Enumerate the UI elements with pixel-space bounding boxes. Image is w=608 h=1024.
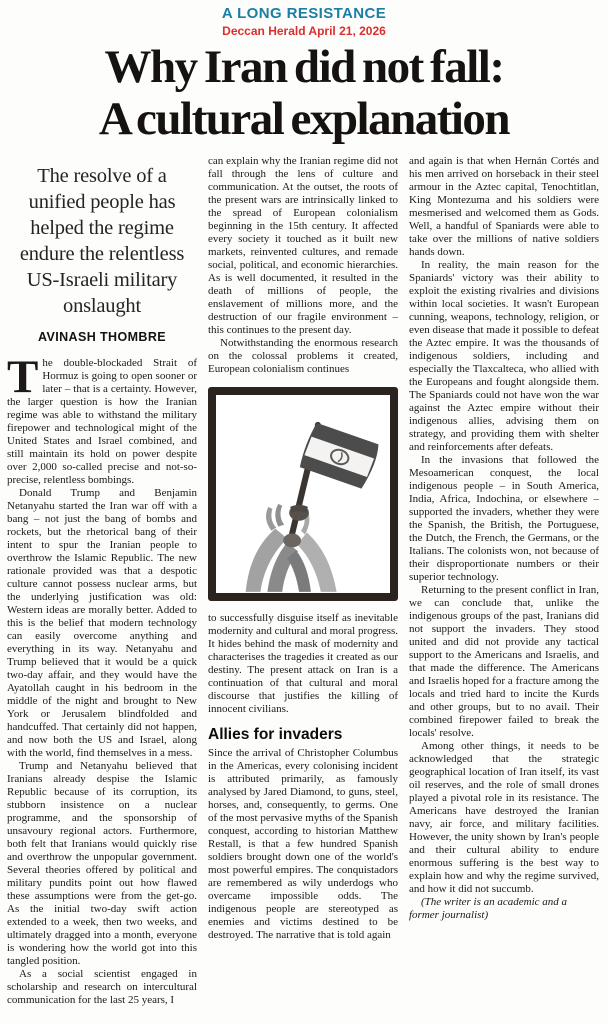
article-body [0,155,608,1007]
headline [0,41,608,145]
headline-line-2: A cultural explanation [98,93,510,145]
section-subhead: Allies for invaders [208,726,343,743]
column-1 [7,155,197,1007]
article-header [0,5,608,145]
body-paragraph: Among other things, it needs to be acknowledged that the strategic geographical location of Iran itself, its vast oil reserves, and the role of small drones played a pivotal role in its resistance. The Americans have destroyed the Iranian navy, air force, and military facilities. However, the unity shown by Iran's people and their cultural ability to endure enormous suffering is the best way to explain how and why the regime survived, and how it did not succumb. [409,740,599,895]
dateline: Deccan Herald April 21, 2026 [222,24,386,38]
byline: AVINASH THOMBRE [38,330,166,344]
body-paragraph: and again is that when Hernán Cortés and his men arrived on horseback in their steel armour in the Aztec capital, Tenochtitlan, King Montezuma and his soldiers were mesmerised and welcomed them as Gods. Well, a handful of Spaniards were able to take over the millions of native soldiers hands down. [409,155,599,258]
body-paragraph: Donald Trump and Benjamin Netanyahu started the Iran war off with a bang – not just the bang of bombs and rockets, but the rhetorical bang of their intent to spur the Iranian people to overthrow the Islamic Republic. The new rationale provided was that a despotic culture cannot possess nuclear arms, but the underlying justification was old: Western ideas are morally better. Added to this is the belief that modern technology can easily overcome anything and everything in its way. Netanyahu and Trump believed that it would be a quick two-day affair, and they would have the Ayatollah caught in his bedroom in the middle of the night and brought to New York or Jerusalem blindfolded and handcuffed. That certainly did not happen, and now both the US and Israel, along with the world, find themselves in a mess. [7,487,197,759]
hands-raising-iran-flag-illustration [208,387,398,601]
column-3 [409,155,599,1007]
body-paragraph: to successfully disguise itself as inevitable modernity and cultural and moral progress. It hides behind the mask of modernity and characterises the tragedies it created as our destiny. The present attack on Iran is a continuation of that cultural and moral discourse that justifies the killing of innocent civilians. [208,612,399,715]
body-paragraph: In reality, the main reason for the Spaniards' victory was their ability to exploit the existing rivalries and divisions within local societies. It wasn't European cunning, weapons, technology, religion, or even disease that made it possible to defeat the Aztec empire. It was the thousands of indigenous soldiers, including and especially the Tlaxcalteca, who allied with the Europeans and fought alongside them. The Spaniards could not have won the war against the Aztec empire without their indigenous allies, advising them on strategy, and providing them with shelter and reinforcements after defeats. [409,259,599,453]
flag-illustration-svg [216,395,390,593]
kicker: A LONG RESISTANCE [221,5,387,22]
body-paragraph: Trump and Netanyahu believed that Iranians already despise the Islamic Republic because of its corruption, its stubborn insistence on a nuclear programme, and the sponsorship of unsavoury regional actors. Furthermore, both felt that Iranians would quickly rise and overthrow the unpopular government. Several theories offered by political and military pundits point out how flawed these assumptions were from the get-go. As the initial two-day swift action extended to a week, then two weeks, and ultimately dragged into a month, everyone is wondering how the world got into this tangled position. [7,760,197,967]
headline-line-1: Why Iran did not fall: [104,41,504,93]
body-paragraph: Notwithstanding the enormous research on the colossal problems it created, European colonialism continues [208,337,398,375]
paragraph-text: he double-blockaded Strait of Hormuz is going to open sooner or later – that is a certainty. However, the larger question is how the Iranian regime was able to withstand the military firepower and technological might of the United States and Israel combined, and still maintain its hold on power despite over 2,000 so-called precise and not-so-precise, relentless bombings. [7,357,197,486]
column-2 [208,155,398,1007]
body-paragraph: can explain why the Iranian regime did not fall through the lens of culture and communication. At the outset, the roots of the present wars are intrinsically linked to the spread of European colonialism beginning in the 15th century. It affected every society it touched as it built new markets, reinvented cultures, and remade social, political, and economic hierarchies. As is well documented, it resulted in the death of millions of people, the enslavement of millions more, and the destruction of our fragile environment – this continues to the present day. [208,155,398,336]
body-paragraph: Since the arrival of Christopher Columbus in the Americas, every colonising incident is attributed primarily, as famously analysed by Jared Diamond, to guns, steel, horses, and, consequently, to germs. One of the most pervasive myths of the Spanish conquest, according to historian Matthew Restall, is that a few hundred Spanish soldiers brought down one of the world's most powerful empires. The conquistadors are remembered as wily underdogs who overcame impossible odds. The indigenous people are stereotyped as enemies and victims destined to be destroyed. The narrative that is told again [208,747,398,941]
body-paragraph: As a social scientist engaged in scholarship and research on intercultural communication for the last 25 years, I [7,968,197,1006]
body-paragraph: In the invasions that followed the Mesoamerican conquest, the local indigenous people – in South America, India, Africa, Indochina, or elsewhere – supported the invaders, whether they were the Spanish, the British, the Portuguese, the Dutch, the French, the Germans, or the Italians. The colonists won, not because of their disproportionate numbers or their superior technology. [409,454,599,583]
drop-cap: T [7,351,39,403]
writer-credit: (The writer is an academic and a former journalist) [409,896,568,921]
body-paragraph: Returning to the present conflict in Iran, we can conclude that, unlike the indigenous groups of the past, Iranians did not support the invaders. They stood united and did not provide any tactical support to the Americans and Israelis, and that made the difference. The Americans and Israelis hoped for a fracture among the locals and tried hard to incite the Kurds and other groups, but to no avail. Their combined firepower failed to break the locals' resolve. [409,584,599,739]
standfirst: The resolve of a unified people has helped the regime endure the relentless US-Israeli military onslaught [19,165,185,317]
body-paragraph [7,351,197,487]
